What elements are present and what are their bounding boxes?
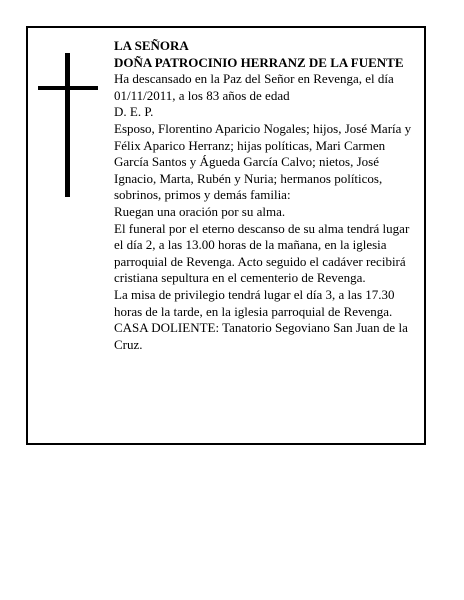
death-announcement: Ha descansado en la Paz del Señor en Revenga, el día 01/11/2011, a los 83 años de edad (114, 71, 394, 103)
cross-horizontal-bar (38, 86, 98, 90)
dep-line: D. E. P. (114, 104, 154, 120)
obituary-text (114, 38, 419, 353)
deceased-name: DOÑA PATROCINIO HERRANZ DE LA FUENTE (114, 54, 404, 70)
notice-title: LA SEÑORA (114, 38, 189, 53)
cross-vertical-bar (65, 53, 70, 197)
mourning-house: CASA DOLIENTE: Tanatorio Segoviano San Juan de la Cruz. (114, 320, 408, 352)
cross-icon (38, 53, 98, 197)
funeral-details: El funeral por el eterno descanso de su alma tendrá lugar el día 2, a las 13.00 horas de la mañana, en la iglesia parroquial de Revenga. Acto seguido el cadáver recibirá cristiana sepultura en el cementerio de Revenga. (114, 220, 410, 286)
family-list: Esposo, Florentino Aparicio Nogales; hijos, José María y Félix Aparico Herranz; hijas políticas, Mari Carmen García Santos y Águeda García Calvo; nietos, José Ignacio, Marta, Rubén y Nuria; hermanos políticos, sobrinos, primos y demás familia: (114, 120, 412, 203)
mass-details: La misa de privilegio tendrá lugar el día 3, a las 17.30 horas de la tarde, en la iglesia parroquial de Revenga. (114, 286, 395, 319)
prayer-request: Ruegan una oración por su alma. (114, 203, 286, 219)
